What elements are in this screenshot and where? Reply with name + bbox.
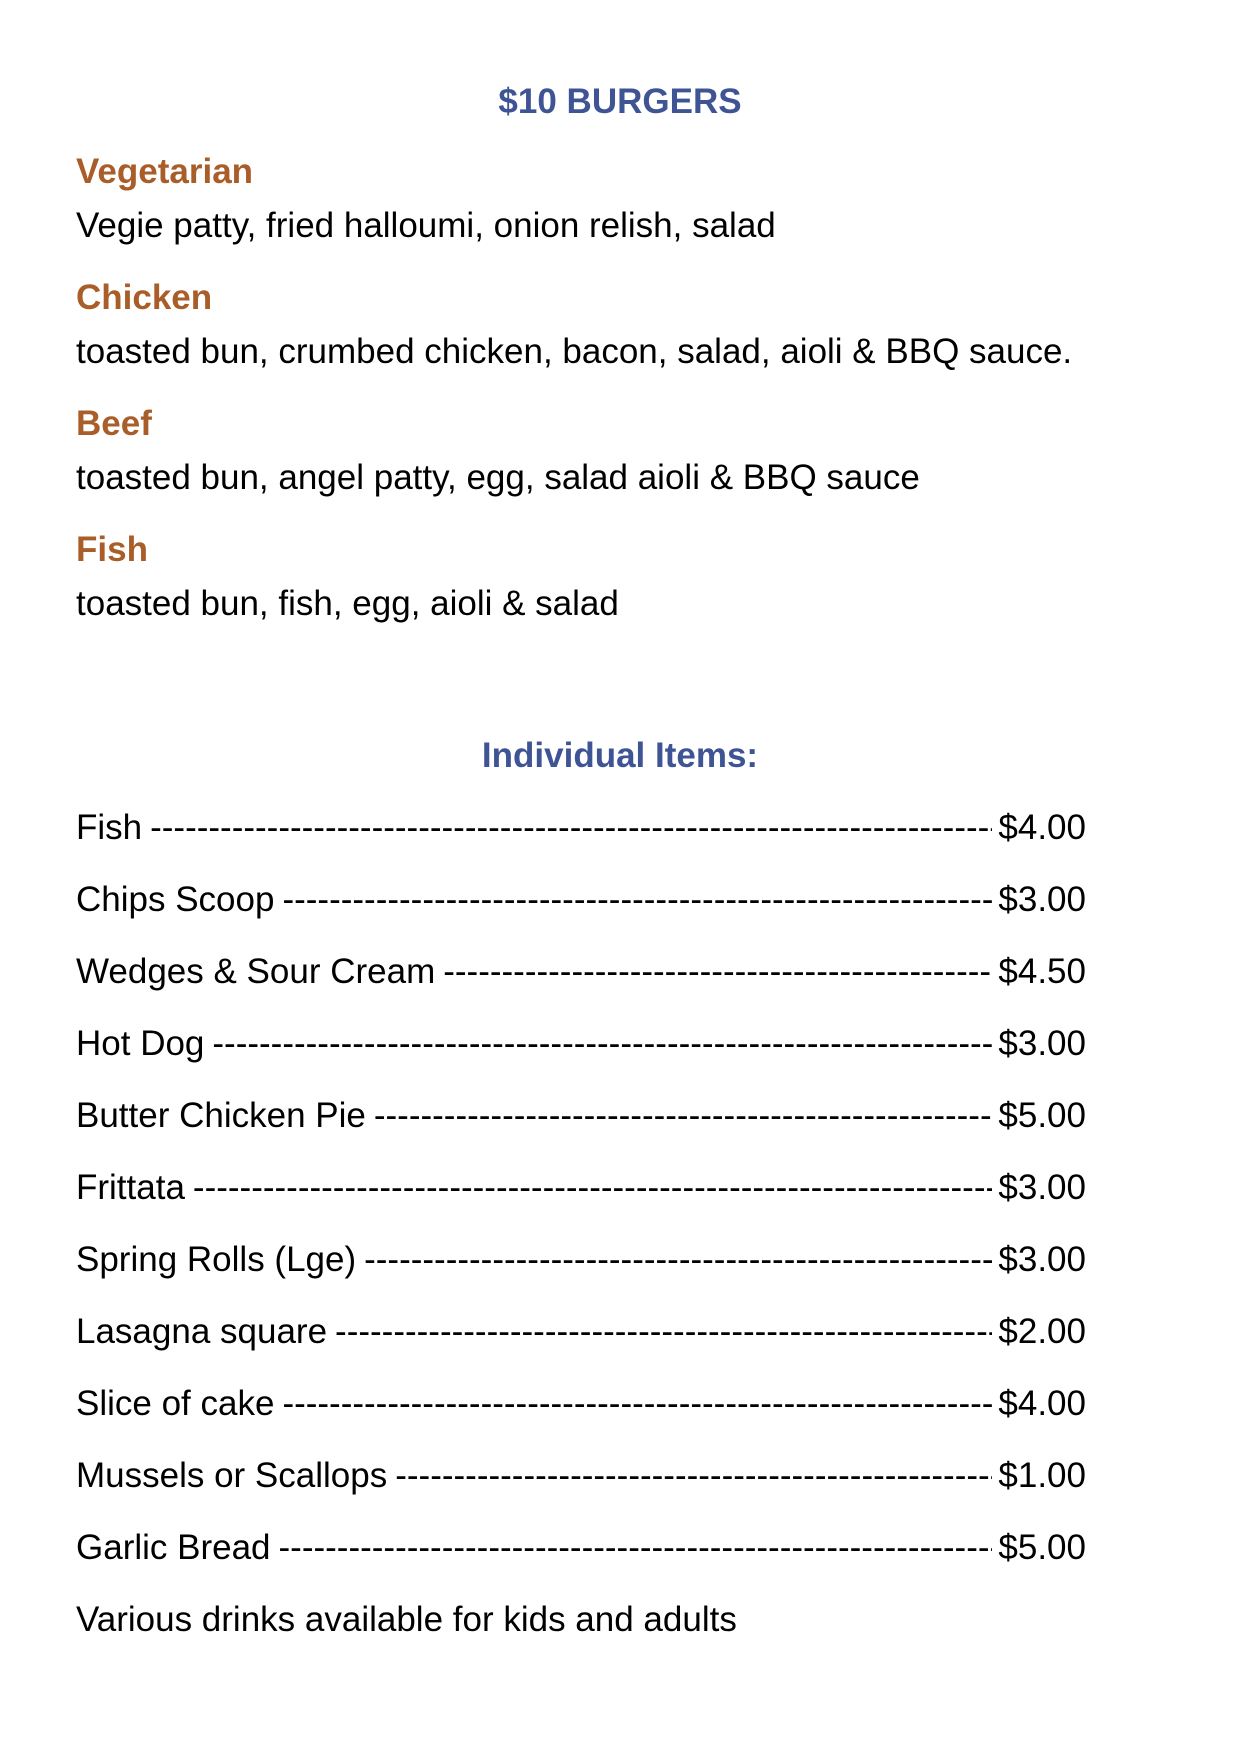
item-price: $4.00 [998, 1384, 1086, 1423]
dotted-leader [374, 1096, 993, 1136]
item-name: Spring Rolls (Lge) [76, 1240, 357, 1279]
list-item [76, 1384, 1086, 1456]
burger-name-fish: Fish [76, 530, 148, 569]
list-item [76, 1528, 1086, 1600]
item-price: $3.00 [998, 1240, 1086, 1279]
dotted-leader [150, 808, 992, 848]
item-price: $1.00 [998, 1456, 1086, 1495]
individual-items-list [76, 808, 1086, 1600]
item-name: Frittata [76, 1168, 185, 1207]
list-item [76, 808, 1086, 880]
list-item [76, 880, 1086, 952]
drinks-note: Various drinks available for kids and adults [76, 1600, 737, 1639]
list-item [76, 952, 1086, 1024]
dotted-leader [395, 1456, 992, 1496]
item-name: Garlic Bread [76, 1528, 271, 1567]
item-name: Mussels or Scallops [76, 1456, 388, 1495]
dotted-leader [282, 1384, 992, 1424]
item-name: Fish [76, 808, 143, 847]
list-item [76, 1240, 1086, 1312]
item-price: $3.00 [998, 880, 1086, 919]
burgers-heading: $10 BURGERS [498, 82, 742, 121]
burger-description-fish: toasted bun, fish, egg, aioli & salad [76, 584, 619, 623]
list-item [76, 1024, 1086, 1096]
burger-description-chicken: toasted bun, crumbed chicken, bacon, salad, aioli & BBQ sauce. [76, 332, 1073, 371]
item-name: Butter Chicken Pie [76, 1096, 366, 1135]
burger-name-vegetarian: Vegetarian [76, 152, 254, 191]
item-price: $4.50 [998, 952, 1086, 991]
list-item [76, 1312, 1086, 1384]
item-price: $2.00 [998, 1312, 1086, 1351]
list-item [76, 1456, 1086, 1528]
dotted-leader [335, 1312, 992, 1352]
item-name: Hot Dog [76, 1024, 205, 1063]
item-price: $3.00 [998, 1024, 1086, 1063]
list-item [76, 1168, 1086, 1240]
item-price: $5.00 [998, 1528, 1086, 1567]
burger-name-beef: Beef [76, 404, 152, 443]
burger-description-beef: toasted bun, angel patty, egg, salad aioli & BBQ sauce [76, 458, 920, 497]
item-price: $5.00 [998, 1096, 1086, 1135]
dotted-leader [279, 1528, 993, 1568]
item-name: Wedges & Sour Cream [76, 952, 436, 991]
dotted-leader [212, 1024, 992, 1064]
item-price: $4.00 [998, 808, 1086, 847]
dotted-leader [364, 1240, 992, 1280]
individual-items-heading: Individual Items: [481, 736, 759, 775]
item-name: Slice of cake [76, 1384, 275, 1423]
burger-description-vegetarian: Vegie patty, fried halloumi, onion relish, salad [76, 206, 776, 245]
item-name: Chips Scoop [76, 880, 275, 919]
item-name: Lasagna square [76, 1312, 328, 1351]
dotted-leader [193, 1168, 992, 1208]
item-price: $3.00 [998, 1168, 1086, 1207]
dotted-leader [443, 952, 992, 992]
dotted-leader [282, 880, 992, 920]
burger-name-chicken: Chicken [76, 278, 213, 317]
list-item [76, 1096, 1086, 1168]
